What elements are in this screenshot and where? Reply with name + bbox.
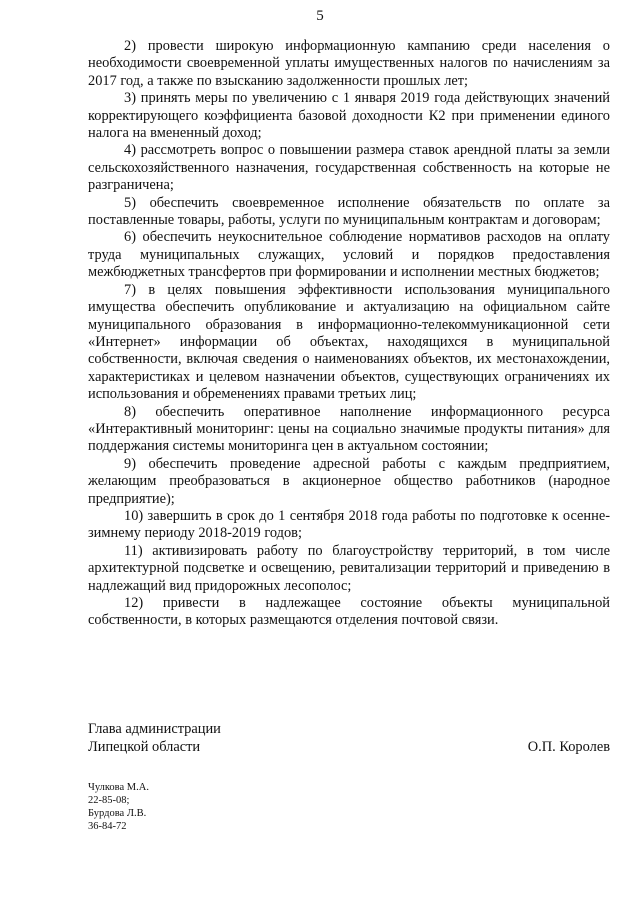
signatory-title-line1: Глава администрации bbox=[88, 721, 221, 737]
list-item: 5) обеспечить своевременное исполнение обязательств по оплате за поставленные товары, работы, услуги по муниципальным контрактам и договорам; bbox=[88, 194, 610, 229]
footer-line: 22-85-08; bbox=[88, 795, 130, 806]
signatory-title-line2: Липецкой области bbox=[88, 739, 201, 755]
list-item: 6) обеспечить неукоснительное соблюдение нормативов расходов на оплату труда муниципальных служащих, условий и порядков предоставления межбюджетных трансфертов при формировании и исполнении местных бюджетов; bbox=[88, 229, 610, 281]
signature-row bbox=[88, 738, 610, 756]
page-number: 5 bbox=[316, 8, 324, 24]
list-item: 11) активизировать работу по благоустройству территорий, в том числе архитектурной подсветке и освещению, ревитализации территорий и приведению в надлежащий вид придорожных лесополос; bbox=[88, 542, 610, 594]
list-item: 9) обеспечить проведение адресной работы с каждым предприятием, желающим преобразоваться в акционерное общество работников (народное предприятие); bbox=[88, 455, 610, 507]
signatory-name: О.П. Королев bbox=[527, 739, 610, 755]
document-body bbox=[88, 38, 610, 630]
footer-line: Бурдова Л.В. bbox=[88, 808, 147, 819]
footer-line: 36-84-72 bbox=[88, 821, 127, 832]
list-item: 4) рассмотреть вопрос о повышении размера ставок арендной платы за земли сельскохозяйственного назначения, государственная собственность на которые не разграничена; bbox=[88, 142, 610, 194]
list-item: 2) провести широкую информационную кампанию среди населения о необходимости своевременной уплаты имущественных налогов по начислениям за 2017 год, а также по взысканию задолженности прошлых лет; bbox=[88, 38, 610, 89]
signature-block bbox=[88, 720, 610, 756]
list-item: 7) в целях повышения эффективности использования муниципального имущества обеспечить опубликование и актуализацию на официальном сайте муниципального образования в информационно-телекоммуникационной сети «Интернет» информации об объектах, находящихся в муниципальной собственности, включая сведения о наименованиях объектов, их местонахождении, характеристиках и целевом назначении объектов, существующих ограничениях их использования и обременениях правами третьих лиц; bbox=[88, 281, 610, 403]
list-item: 8) обеспечить оперативное наполнение информационного ресурса «Интерактивный мониторинг: цены на социально значимые продукты питания» для поддержания системы мониторинга цен в актуальном состоянии; bbox=[88, 403, 610, 455]
executor-footer bbox=[88, 781, 149, 833]
footer-line: Чулкова М.А. bbox=[88, 782, 149, 793]
list-item: 3) принять меры по увеличению с 1 января 2019 года действующих значений корректирующего коэффициента базовой доходности К2 при применении единого налога на вмененный доход; bbox=[88, 90, 610, 142]
list-item: 12) привести в надлежащее состояние объекты муниципальной собственности, в которых размещаются отделения почтовой связи. bbox=[88, 595, 610, 629]
list-item: 10) завершить в срок до 1 сентября 2018 года работы по подготовке к осенне-зимнему периоду 2018-2019 годов; bbox=[88, 507, 610, 542]
